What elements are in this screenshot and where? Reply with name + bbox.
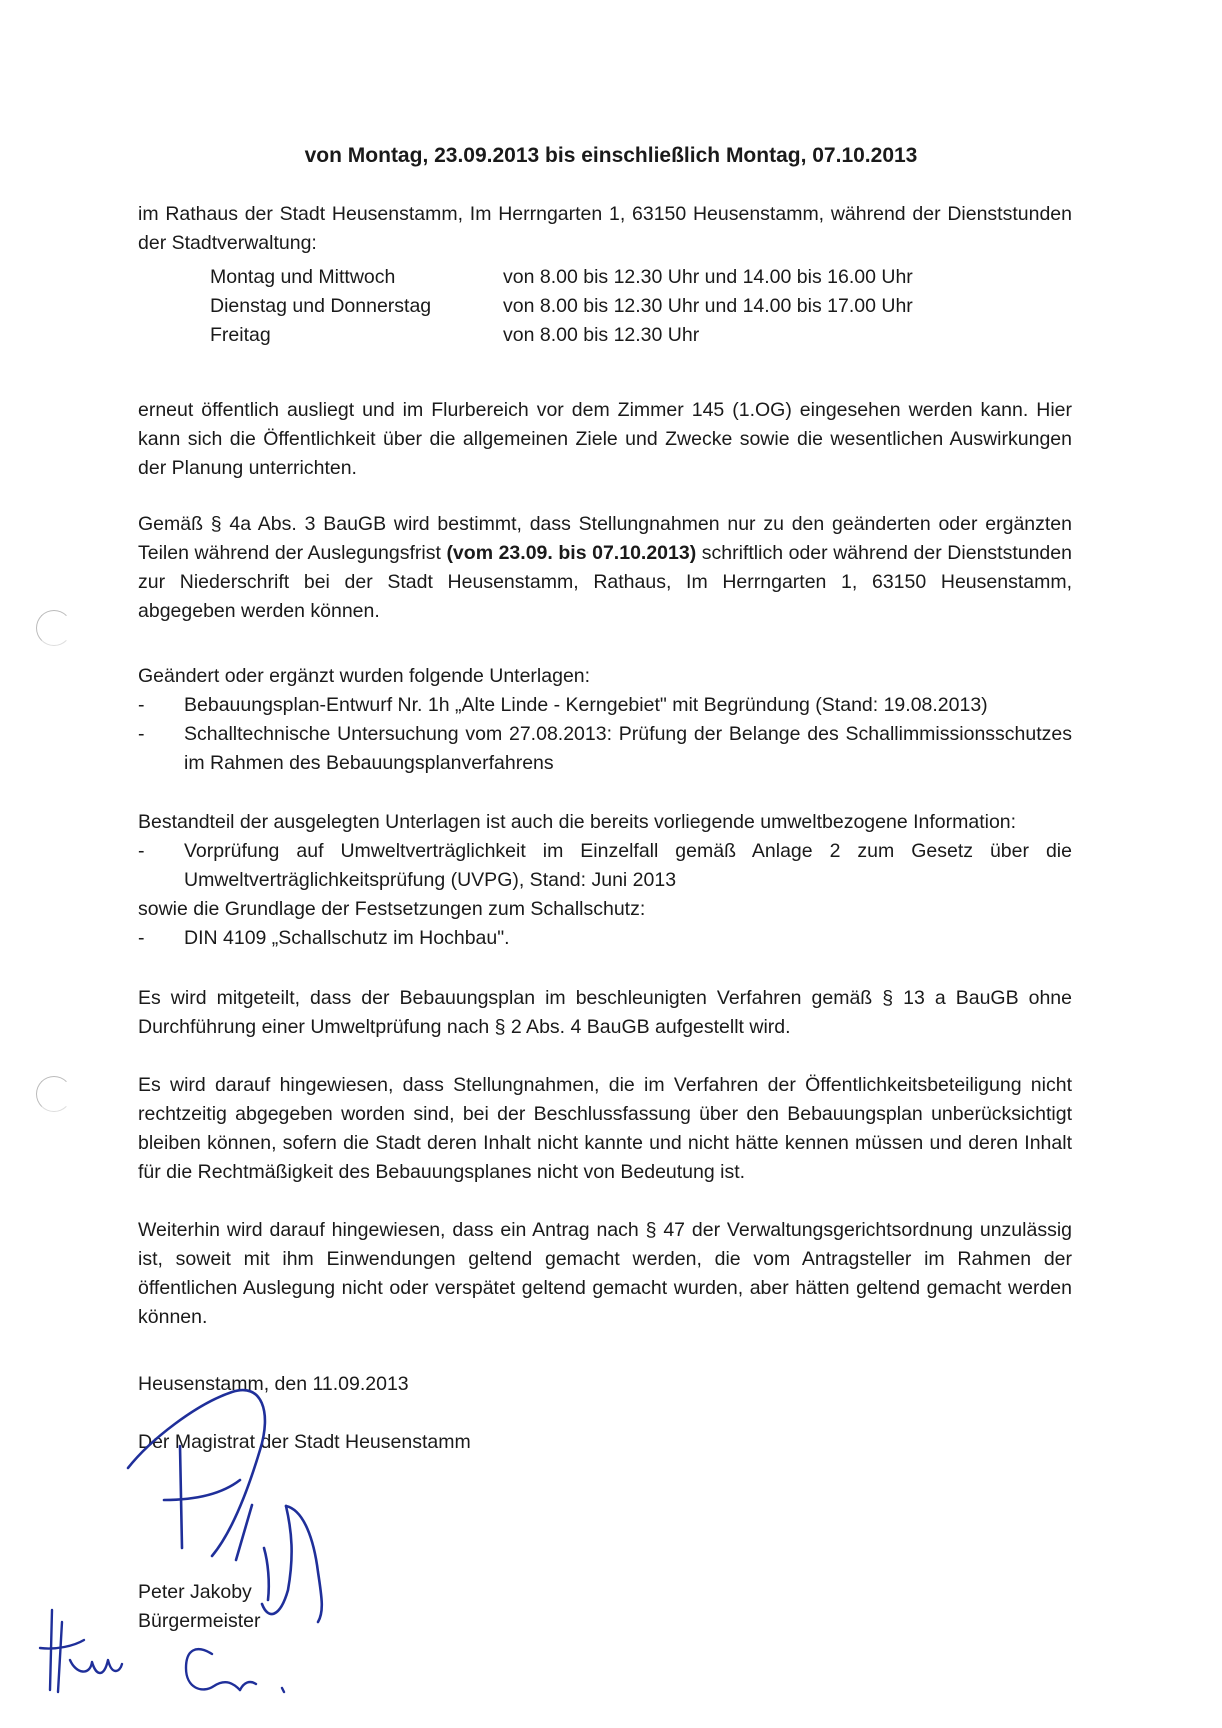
changed-documents-section (138, 662, 1072, 778)
environmental-info-title: Bestandteil der ausgelegten Unterlagen ist auch die bereits vorliegende umweltbezogene Information: (138, 811, 1017, 833)
office-hours-row (210, 321, 913, 350)
office-hours-day: Freitag (210, 324, 271, 346)
office-hours-time: von 8.00 bis 12.30 Uhr und 14.00 bis 17.00 Uhr (503, 295, 913, 317)
intro-paragraph (138, 200, 1072, 258)
list-item: - DIN 4109 „Schallschutz im Hochbau". (138, 927, 510, 949)
inspection-paragraph (138, 396, 1072, 483)
procedure-text: Es wird mitgeteilt, dass der Bebauungsplan im beschleunigten Verfahren gemäß § 13 a BauGB ohne Durchführung einer Umweltprüfung nach § 2 Abs. 4 BauGB aufgestellt wird. (138, 987, 1072, 1038)
notice-text: Es wird darauf hingewiesen, dass Stellungnahmen, die im Verfahren der Öffentlichkeitsbeteiligung nicht rechtzeitig abgegeben worden sind, bei der Beschlussfassung über den Bebauungsplan unberücksichtigt bleiben können, sofern die Stadt deren Inhalt nicht kannte und nicht hätte kennen müssen und deren Inhalt für die Rechtmäßigkeit des Bebauungsplanes nicht von Bedeutung ist. (138, 1074, 1072, 1183)
list-item-text: DIN 4109 „Schallschutz im Hochbau". (184, 927, 510, 949)
office-hours-row (210, 292, 913, 321)
signatory-org (138, 1428, 1072, 1457)
intro-text: im Rathaus der Stadt Heusenstamm, Im Herrngarten 1, 63150 Heusenstamm, während der Dienststunden der Stadtverwaltung: (138, 203, 1072, 254)
noise-basis-title: sowie die Grundlage der Festsetzungen zum Schallschutz: (138, 898, 646, 920)
office-hours-time: von 8.00 bis 12.30 Uhr (503, 324, 700, 346)
legal-notice-text: Weiterhin wird darauf hingewiesen, dass ein Antrag nach § 47 der Verwaltungsgerichtsordnung unzulässig ist, soweit mit ihm Einwendungen geltend gemacht werden, die vom Antragsteller im Rahmen der öffentlichen Auslegung nicht oder verspätet geltend gemacht wurden, aber hätten geltend gemacht werden können. (138, 1219, 1072, 1328)
signatory-title: Bürgermeister (138, 1610, 261, 1632)
statement-text-after: schriftlich oder während der Dienststunden zur Niederschrift bei der Stadt Heusenstamm, Rathaus, Im Herrngarten 1, 63150 Heusenstamm, abgegeben werden können. (138, 542, 1072, 622)
procedure-paragraph (138, 984, 1072, 1042)
changed-documents-title: Geändert oder ergänzt wurden folgende Unterlagen: (138, 665, 591, 687)
environmental-info-section (138, 808, 1072, 953)
signatory-block (138, 1578, 1072, 1636)
punch-hole-mark (36, 610, 72, 646)
statement-paragraph (138, 510, 1072, 626)
legal-notice-paragraph (138, 1216, 1072, 1332)
list-item-text: Schalltechnische Untersuchung vom 27.08.2013: Prüfung der Belange des Schallimmissionsschutzes im Rahmen des Bebauungsplanverfahrens (184, 723, 1072, 774)
inspection-text: erneut öffentlich ausliegt und im Flurbereich vor dem Zimmer 145 (1.OG) eingesehen werden kann. Hier kann sich die Öffentlichkeit über die allgemeinen Ziele und Zwecke sowie die wesentlichen Auswirkungen der Planung unterrichten. (138, 399, 1072, 479)
document-heading: von Montag, 23.09.2013 bis einschließlich Montag, 07.10.2013 (304, 144, 918, 167)
statement-period: (vom 23.09. bis 07.10.2013) (446, 542, 697, 564)
office-hours-day: Montag und Mittwoch (210, 266, 396, 288)
list-item: - Schalltechnische Untersuchung vom 27.08.2013: Prüfung der Belange des Schallimmissionsschutzes im Rahmen des Bebauungsplanverfahrens (138, 723, 1072, 774)
list-item-text: Bebauungsplan-Entwurf Nr. 1h „Alte Linde - Kerngebiet" mit Begründung (Stand: 19.08.2013) (184, 694, 988, 716)
signatory-name: Peter Jakoby (138, 1581, 252, 1603)
statement-text-before: Gemäß § 4a Abs. 3 BauGB wird bestimmt, dass Stellungnahmen nur zu den geänderten oder ergänzten Teilen während der Auslegungsfrist (138, 513, 1072, 564)
environmental-info-list (138, 837, 1072, 895)
signatory-org-text: Der Magistrat der Stadt Heusenstamm (138, 1431, 471, 1453)
place-date-text: Heusenstamm, den 11.09.2013 (138, 1373, 409, 1395)
punch-hole-mark (36, 1076, 72, 1112)
place-date (138, 1370, 1072, 1399)
list-item: - Bebauungsplan-Entwurf Nr. 1h „Alte Linde - Kerngebiet" mit Begründung (Stand: 19.08.2013) (138, 694, 988, 716)
list-item: - Vorprüfung auf Umweltverträglichkeit im Einzelfall gemäß Anlage 2 zum Gesetz über die Umweltverträglichkeitsprüfung (UVPG), Stand: Juni 2013 (138, 840, 1072, 891)
changed-documents-list (138, 691, 1072, 778)
list-item-text: Vorprüfung auf Umweltverträglichkeit im Einzelfall gemäß Anlage 2 zum Gesetz über die Umweltverträglichkeitsprüfung (UVPG), Stand: Juni 2013 (184, 840, 1072, 891)
office-hours-row (210, 263, 913, 292)
office-hours-time: von 8.00 bis 12.30 Uhr und 14.00 bis 16.00 Uhr (503, 266, 913, 288)
statement-text (138, 510, 1072, 626)
office-hours-day: Dienstag und Donnerstag (210, 295, 432, 317)
notice-paragraph (138, 1071, 1072, 1187)
noise-basis-list (138, 924, 1072, 953)
office-hours-table (210, 263, 913, 350)
